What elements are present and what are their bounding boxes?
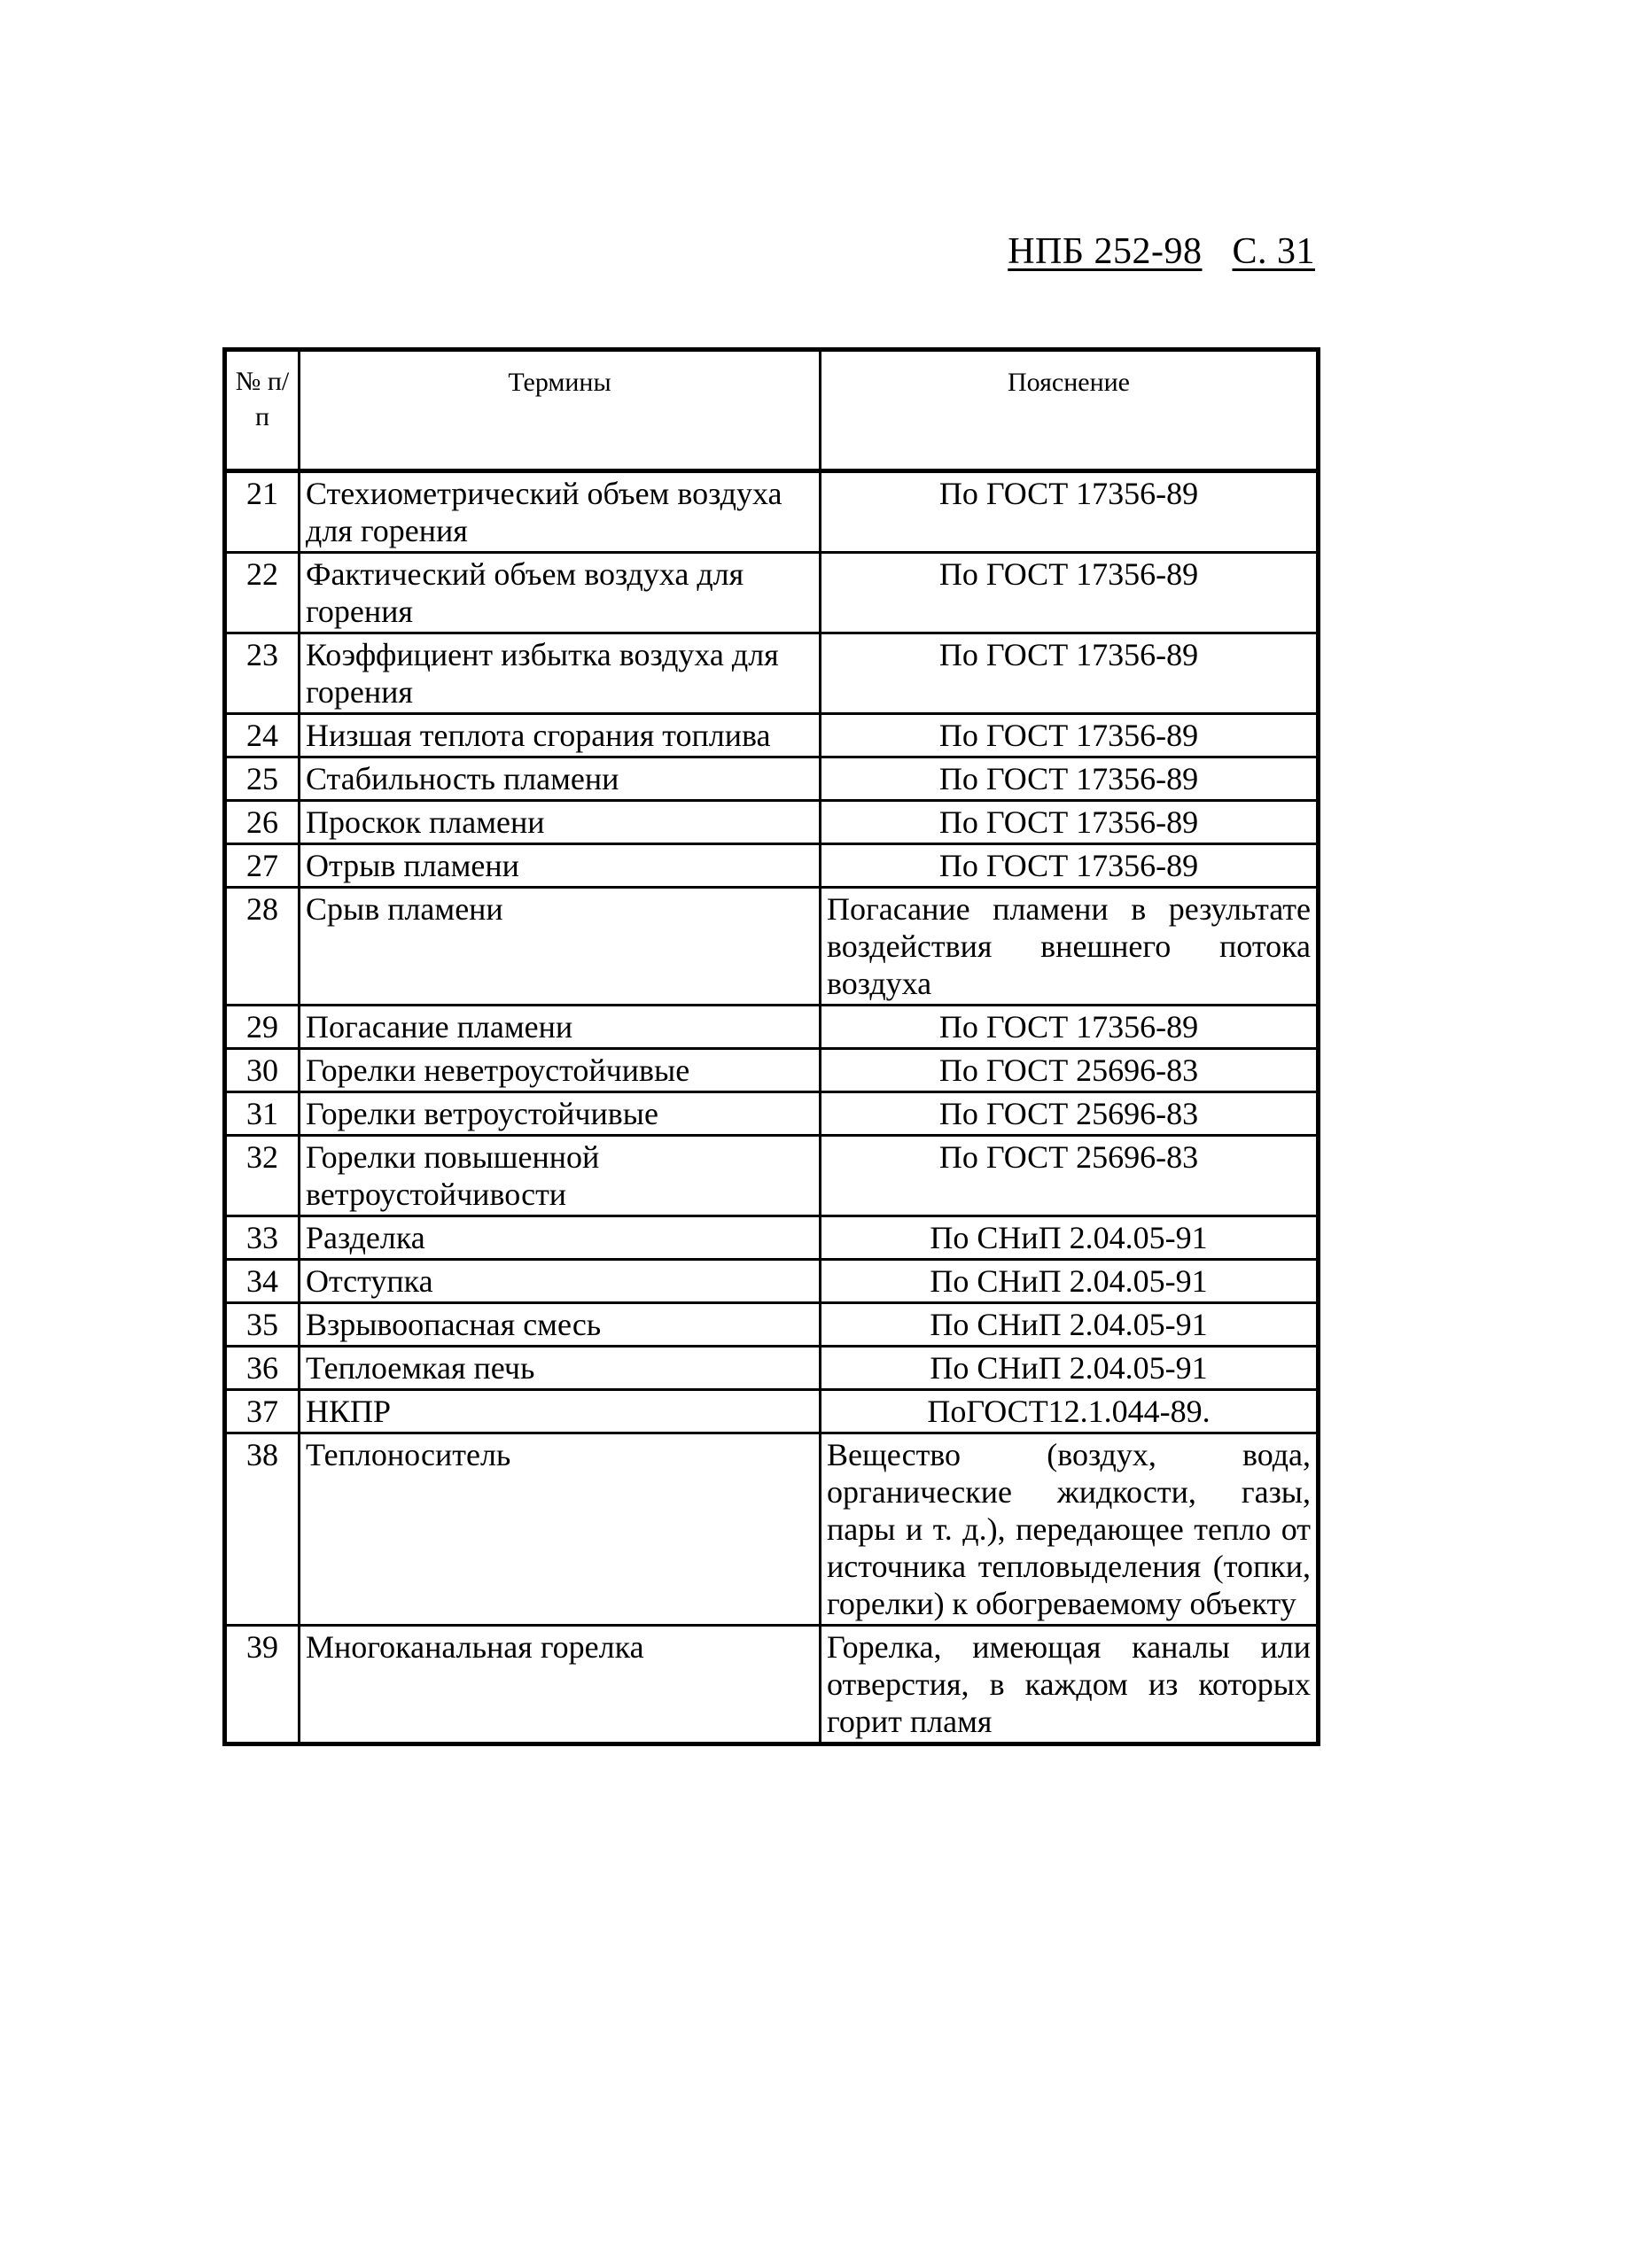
header-terms: Термины [300, 350, 821, 471]
row-explanation: По ГОСТ 25696-83 [821, 1092, 1319, 1136]
row-explanation: По ГОСТ 17356-89 [821, 801, 1319, 844]
row-number: 27 [225, 844, 300, 888]
table-row [225, 1347, 1319, 1390]
table-row [225, 1303, 1319, 1347]
row-number: 29 [225, 1006, 300, 1049]
table-row [225, 1092, 1319, 1136]
table-row [225, 844, 1319, 888]
table-row [225, 1260, 1319, 1303]
row-number: 35 [225, 1303, 300, 1347]
table-row [225, 1049, 1319, 1092]
row-term: Погасание пламени [300, 1006, 821, 1049]
table-row [225, 1216, 1319, 1260]
document-code: НПБ 252-98 [1008, 231, 1203, 272]
row-number: 34 [225, 1260, 300, 1303]
table-row [225, 888, 1319, 1006]
row-explanation: Погасание пламени в результате воздействия внешнего потока воздуха [821, 888, 1319, 1006]
row-term: Горелки неветроустойчивые [300, 1049, 821, 1092]
header-explanation: Пояснение [821, 350, 1319, 471]
row-number: 38 [225, 1433, 300, 1626]
row-explanation: По ГОСТ 17356-89 [821, 471, 1319, 553]
table-row [225, 1433, 1319, 1626]
row-term: Коэффициент избытка воздуха для горения [300, 633, 821, 714]
row-number: 33 [225, 1216, 300, 1260]
row-term: Теплоноситель [300, 1433, 821, 1626]
row-explanation: По ГОСТ 25696-83 [821, 1049, 1319, 1092]
row-explanation: Горелка, имеющая каналы или отверстия, в каждом из которых горит пламя [821, 1626, 1319, 1744]
row-number: 23 [225, 633, 300, 714]
row-term: Горелки повышенной ветроустойчивости [300, 1136, 821, 1216]
row-number: 21 [225, 471, 300, 553]
table-header-row [225, 350, 1319, 471]
row-number: 37 [225, 1390, 300, 1433]
row-term: Проскок пламени [300, 801, 821, 844]
row-term: НКПР [300, 1390, 821, 1433]
table-row [225, 1136, 1319, 1216]
row-explanation: Вещество (воздух, вода, органические жидкости, газы, пары и т. д.), передающее тепло от источника тепловыделения (топки, горелки) к обогреваемому объекту [821, 1433, 1319, 1626]
table-row [225, 757, 1319, 801]
table-row [225, 633, 1319, 714]
table-row [225, 714, 1319, 757]
row-term: Взрывоопасная смесь [300, 1303, 821, 1347]
row-term: Срыв пламени [300, 888, 821, 1006]
row-number: 28 [225, 888, 300, 1006]
row-term: Отрыв пламени [300, 844, 821, 888]
row-term: Многоканальная горелка [300, 1626, 821, 1744]
row-number: 26 [225, 801, 300, 844]
page-header [1008, 229, 1315, 275]
row-term: Фактический объем воздуха для горения [300, 553, 821, 633]
row-number: 36 [225, 1347, 300, 1390]
terms-table [222, 347, 1320, 1746]
row-explanation: По ГОСТ 17356-89 [821, 757, 1319, 801]
row-explanation: По СНиП 2.04.05-91 [821, 1347, 1319, 1390]
row-number: 39 [225, 1626, 300, 1744]
row-term: Горелки ветроустойчивые [300, 1092, 821, 1136]
row-term: Стехиометрический объем воздуха для горения [300, 471, 821, 553]
row-number: 31 [225, 1092, 300, 1136]
page-number: С. 31 [1232, 231, 1315, 272]
row-explanation: По ГОСТ 25696-83 [821, 1136, 1319, 1216]
table-row [225, 1626, 1319, 1744]
table-row [225, 1390, 1319, 1433]
table-row [225, 801, 1319, 844]
row-term: Разделка [300, 1216, 821, 1260]
row-explanation: ПоГОСТ12.1.044-89. [821, 1390, 1319, 1433]
row-term: Теплоемкая печь [300, 1347, 821, 1390]
row-explanation: По СНиП 2.04.05-91 [821, 1260, 1319, 1303]
row-explanation: По ГОСТ 17356-89 [821, 633, 1319, 714]
header-num: № п/п [225, 350, 300, 471]
row-number: 30 [225, 1049, 300, 1092]
row-explanation: По ГОСТ 17356-89 [821, 1006, 1319, 1049]
row-explanation: По ГОСТ 17356-89 [821, 553, 1319, 633]
table-row [225, 1006, 1319, 1049]
row-number: 22 [225, 553, 300, 633]
row-term: Отступка [300, 1260, 821, 1303]
table-row [225, 471, 1319, 553]
row-number: 32 [225, 1136, 300, 1216]
row-number: 25 [225, 757, 300, 801]
row-explanation: По ГОСТ 17356-89 [821, 844, 1319, 888]
table-row [225, 553, 1319, 633]
row-explanation: По СНиП 2.04.05-91 [821, 1216, 1319, 1260]
row-explanation: По СНиП 2.04.05-91 [821, 1303, 1319, 1347]
row-explanation: По ГОСТ 17356-89 [821, 714, 1319, 757]
row-term: Низшая теплота сгорания топлива [300, 714, 821, 757]
row-number: 24 [225, 714, 300, 757]
row-term: Стабильность пламени [300, 757, 821, 801]
